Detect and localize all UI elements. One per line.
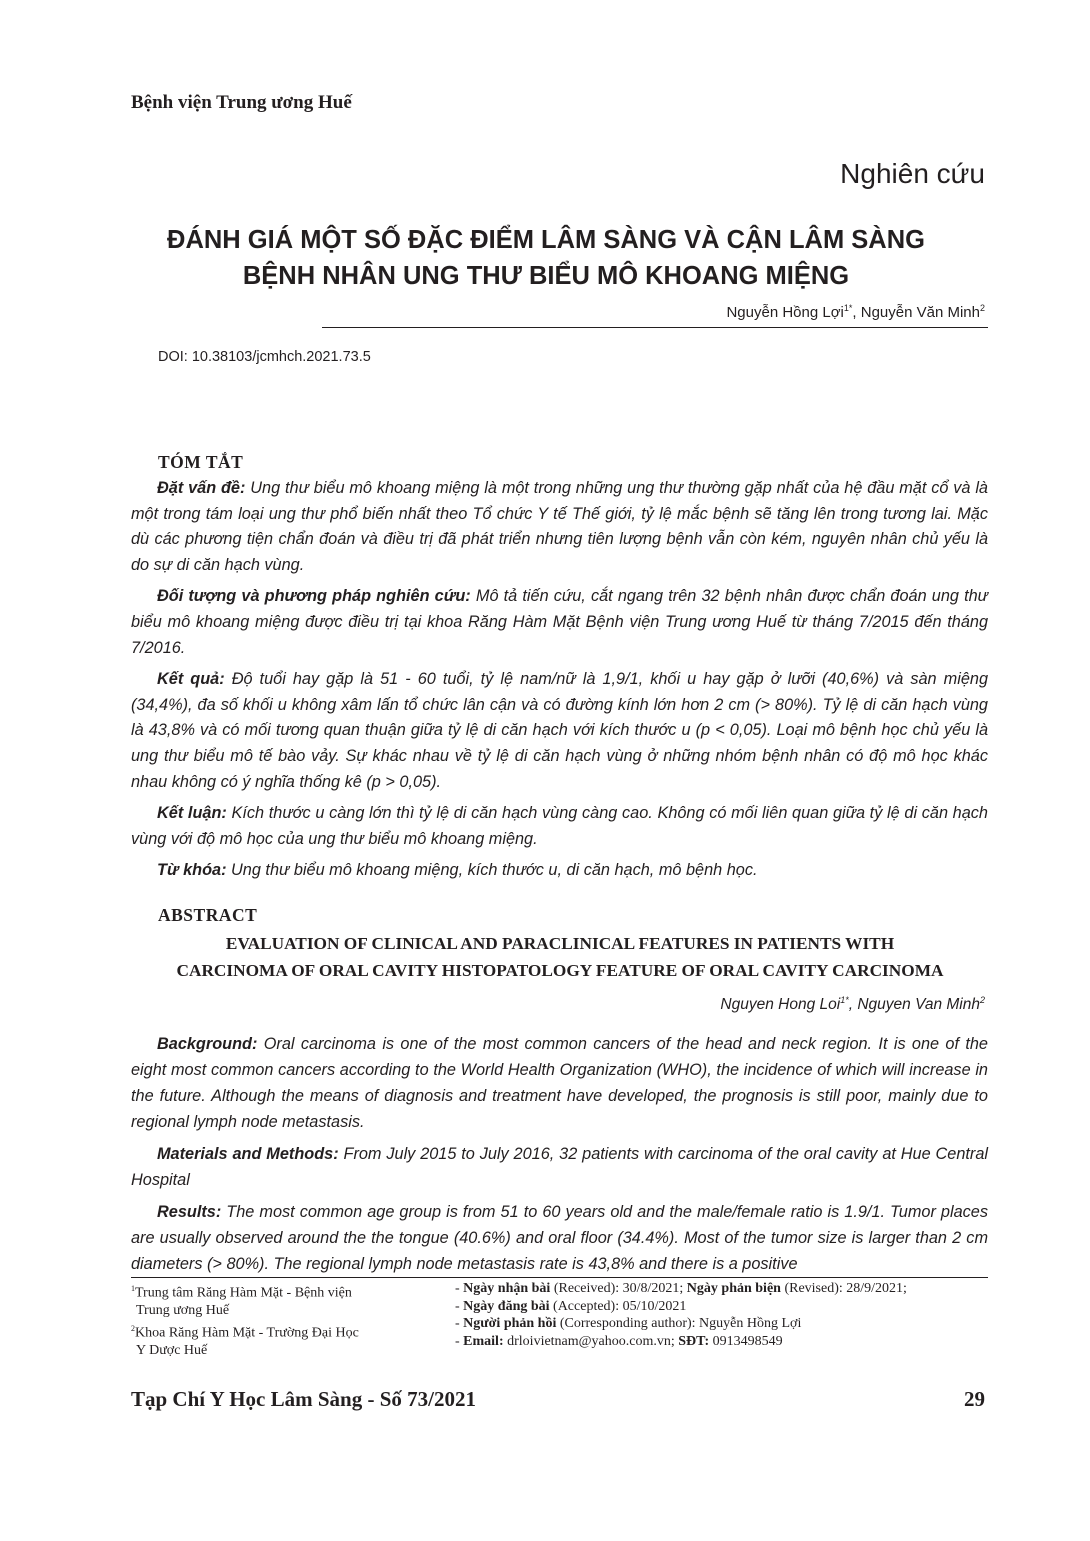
abstract-title — [120, 930, 1000, 984]
summary-paragraph — [131, 801, 988, 852]
paragraph-lead: Đặt vấn đề: — [157, 479, 246, 497]
corresponding-author — [455, 1315, 995, 1333]
abstract-title-line-2: CARCINOMA OF ORAL CAVITY HISTOPATOLOGY FEATURE OF ORAL CAVITY CARCINOMA — [176, 961, 944, 980]
summary-paragraph — [131, 584, 988, 661]
dash: - — [455, 1333, 464, 1349]
section-label: Nghiên cứu — [840, 158, 985, 189]
page-number: 29 — [964, 1387, 985, 1411]
authors-en — [720, 995, 985, 1014]
contact — [455, 1333, 995, 1351]
affiliation-1-line-1 — [131, 1280, 421, 1302]
corresponding-value: (Corresponding author): Nguyễn Hồng Lợi — [556, 1316, 802, 1331]
journal-footer: Tạp Chí Y Học Lâm Sàng - Số 73/2021 — [131, 1387, 476, 1411]
author-separator: , — [852, 304, 861, 321]
affiliation-2-line-1 — [131, 1320, 421, 1342]
abstract-paragraph — [131, 1199, 988, 1277]
phone-value: 0913498549 — [709, 1333, 783, 1349]
dates-received-revised — [455, 1280, 995, 1298]
footnote-rule — [131, 1277, 988, 1278]
accepted-value: (Accepted): 05/10/2021 — [549, 1298, 687, 1314]
article-dates — [455, 1280, 995, 1350]
paragraph-text: Độ tuổi hay gặp là 51 - 60 tuổi, tỷ lệ nam/nữ là 1,9/1, khối u hay gặp ở lưỡi (40,6%) và sàn miệng (34,4%), đa số khối u không xâm lấn tổ chức lân cận và có đường kính lớn hơn 2 cm (> 80%). Tỷ lệ di căn hạch vùng là 43,8% và có mối tương quan thuận giữa tỷ lệ di căn hạch với kích thước u (p < 0,05). Loại mô bệnh học chủ yếu là ung thư biểu mô tế bào vảy. Sự khác nhau về tỷ lệ di căn hạch vùng ở những nhóm bệnh nhân có độ mô học khác nhau không có ý nghĩa thống kê (p > 0,05). — [131, 670, 988, 791]
received-value: (Received): 30/8/2021; — [550, 1281, 687, 1296]
paragraph-lead: Background: — [157, 1035, 258, 1053]
author-2-en-sup: 2 — [979, 995, 985, 1005]
dash: - — [455, 1316, 464, 1331]
affiliations — [131, 1280, 421, 1359]
author-1-en-sup: 1* — [840, 995, 849, 1005]
affiliation-1-text: Trung tâm Răng Hàm Mặt - Bệnh viện — [135, 1285, 352, 1301]
summary-body — [131, 476, 988, 890]
revised-value: (Revised): 28/9/2021; — [780, 1281, 907, 1296]
abstract-paragraph — [131, 1031, 988, 1135]
corresponding-label: Người phản hồi — [463, 1316, 557, 1331]
affiliation-2-sup: 2 — [131, 1323, 135, 1333]
email-label: Email: — [463, 1333, 504, 1349]
paragraph-lead: Từ khóa: — [157, 861, 227, 880]
dates-accepted — [455, 1298, 995, 1316]
paragraph-text: Ung thư biểu mô khoang miệng là một trong những ung thư thường gặp nhất của hệ đầu mặt cổ và là một trong tám loại ung thư phổ biến nhất theo Tổ chức Y tế Thế giới, tỷ lệ mắc bệnh sẽ tăng lên trong tương lai. Mặc dù các phương tiện chẩn đoán và điều trị đã phát triển nhưng tiên lượng bệnh vẫn còn kém, nguyên nhân chủ yếu là do sự di căn hạch vùng. — [131, 479, 988, 574]
article-title-line-1: ĐÁNH GIÁ MỘT SỐ ĐẶC ĐIỂM LÂM SÀNG VÀ CẬN LÂM SÀNG — [167, 226, 925, 254]
article-title-line-2: BỆNH NHÂN UNG THƯ BIỂU MÔ KHOANG MIỆNG — [242, 262, 850, 290]
affiliation-2-line-2: Y Dược Huế — [136, 1342, 208, 1358]
paragraph-text: The most common age group is from 51 to 60 years old and the male/female ratio is 1.9/1. Tumor places are usually observed around the the tongue (40.6%) and oral floor (34.4%). Most of the tumor size is larger than 2 cm diameters (> 80%). The regional lymph node metastasis rate is 43,8% and there is a positive — [131, 1203, 988, 1273]
abstract-body — [131, 1031, 988, 1283]
abstract-paragraph — [131, 1141, 988, 1193]
author-1: Nguyễn Hồng Lợi — [726, 304, 844, 321]
dash: - — [455, 1281, 464, 1296]
abstract-title-line-1: EVALUATION OF CLINICAL AND PARACLINICAL FEATURES IN PATIENTS WITH — [225, 934, 895, 953]
affiliation-2-text: Khoa Răng Hàm Mặt - Trường Đại Học — [135, 1325, 359, 1341]
doi: DOI: 10.38103/jcmhch.2021.73.5 — [158, 349, 371, 365]
email-value: drloivietnam@yahoo.com.vn; — [503, 1333, 679, 1349]
affiliation-1-line-2: Trung ương Huế — [136, 1303, 230, 1319]
summary-heading: TÓM TẮT — [158, 452, 244, 472]
author-2-sup: 2 — [979, 303, 985, 313]
paragraph-text: From July 2015 to July 2016, 32 patients with carcinoma of the oral cavity at Hue Central Hospital — [131, 1145, 988, 1189]
summary-paragraph — [131, 476, 988, 578]
paragraph-text: Kích thước u càng lớn thì tỷ lệ di căn hạch vùng càng cao. Không có mối liên quan giữa tỷ lệ di căn hạch vùng với độ mô học của ung thư biểu mô khoang miệng. — [131, 804, 988, 848]
summary-paragraph — [131, 667, 988, 795]
author-2-en: Nguyen Van Minh — [857, 996, 980, 1014]
paragraph-lead: Kết quả: — [157, 670, 225, 689]
author-2: Nguyễn Văn Minh — [860, 304, 980, 321]
authors-vn — [726, 303, 985, 321]
author-separator-en: , — [848, 996, 858, 1014]
dash: - — [455, 1298, 464, 1314]
paragraph-text: Oral carcinoma is one of the most common cancers of the head and neck region. It is one of the eight most common cancers according to the World Health Organization (WHO), the incidence of which will increase in the future. Although the means of diagnosis and treatment have developed, the prognosis is still poor, mainly due to regional lymph node metastasis. — [131, 1035, 988, 1131]
paragraph-lead: Materials and Methods: — [157, 1145, 339, 1163]
paragraph-lead: Results: — [157, 1203, 222, 1221]
paragraph-text: Ung thư biểu mô khoang miệng, kích thước u, di căn hạch, mô bệnh học. — [226, 861, 758, 880]
paragraph-lead: Kết luận: — [157, 804, 227, 823]
paragraph-lead: Đối tượng và phương pháp nghiên cứu: — [157, 587, 471, 606]
paragraph-text: Mô tả tiến cứu, cắt ngang trên 32 bệnh nhân được chẩn đoán ung thư biểu mô khoang miệng được điều trị tại khoa Răng Hàm Mặt Bệnh viện Trung ương Huế từ tháng 7/2015 đến tháng 7/2016. — [131, 587, 988, 657]
accepted-label: Ngày đăng bài — [463, 1298, 550, 1314]
abstract-heading: ABSTRACT — [158, 905, 258, 925]
summary-keywords — [131, 858, 988, 884]
phone-label: SĐT: — [678, 1333, 710, 1349]
running-header-hospital: Bệnh viện Trung ương Huế — [131, 92, 352, 113]
article-title — [100, 222, 992, 294]
title-rule — [322, 327, 988, 328]
revised-label: Ngày phản biện — [686, 1281, 781, 1296]
received-label: Ngày nhận bài — [463, 1281, 551, 1296]
author-1-sup: 1* — [843, 303, 853, 313]
affiliation-1-sup: 1 — [131, 1284, 135, 1293]
author-1-en: Nguyen Hong Loi — [720, 996, 841, 1014]
